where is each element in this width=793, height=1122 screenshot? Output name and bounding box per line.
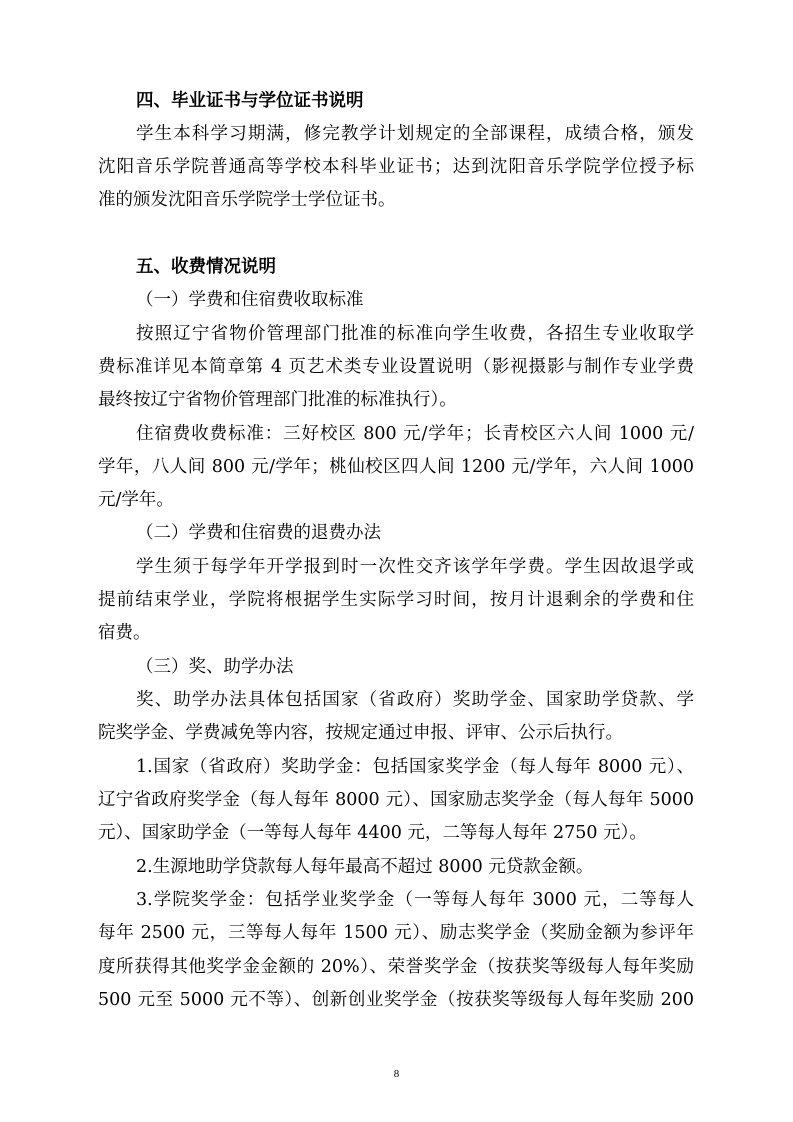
paragraph-line: 沈阳音乐学院普通高等学校本科毕业证书；达到沈阳音乐学院学位授予标: [98, 157, 694, 177]
list-item-line: 辽宁省政府奖学金（每人每年 8000 元）、国家励志奖学金（每人每年 5000: [98, 790, 694, 810]
paragraph-line: 学年，八人间 800 元/学年；桃仙校区四人间 1200 元/学年，六人间 1000: [98, 457, 694, 477]
paragraph-line: 学生本科学习期满，修完教学计划规定的全部课程，成绩合格，颁发: [136, 124, 694, 144]
paragraph-line: 最终按辽宁省物价管理部门批准的标准执行）。: [98, 390, 457, 410]
page-number: 8: [393, 1068, 400, 1080]
list-item-line: 3.学院奖学金：包括学业奖学金（一等每人每年 3000 元，二等每人: [136, 890, 694, 910]
list-item-line: 1.国家（省政府）奖助学金：包括国家奖学金（每人每年 8000 元）、: [136, 757, 694, 777]
section-heading-4: 四、毕业证书与学位证书说明: [136, 91, 364, 111]
paragraph-line: 费标准详见本简章第 4 页艺术类专业设置说明（影视摄影与制作专业学费: [98, 357, 694, 377]
paragraph-line: 院奖学金、学费减免等内容，按规定通过申报、评审、公示后执行。: [98, 723, 623, 743]
section-heading-5: 五、收费情况说明: [136, 257, 276, 277]
paragraph-line: 提前结束学业，学院将根据学生实际学习时间，按月计退剩余的学费和住: [98, 590, 694, 610]
paragraph-line: 住宿费收费标准：三好校区 800 元/学年；长青校区六人间 1000 元/: [136, 424, 694, 444]
paragraph-line: 宿费。: [98, 623, 151, 643]
list-item-line: 元）、国家助学金（一等每人每年 4400 元，二等每人每年 2750 元）。: [98, 823, 647, 843]
paragraph-line: 学生须于每学年开学报到时一次性交齐该学年学费。学生因故退学或: [136, 557, 694, 577]
list-item-line: 2.生源地助学贷款每人每年最高不超过 8000 元贷款金额。: [136, 857, 594, 877]
paragraph-line: 元/学年。: [98, 490, 174, 510]
subsection-title-3: （三）奖、助学办法: [136, 657, 294, 677]
paragraph-line: 按照辽宁省物价管理部门批准的标准向学生收费，各招生专业收取学: [136, 324, 694, 344]
paragraph-line: 准的颁发沈阳音乐学院学士学位证书。: [98, 190, 396, 210]
subsection-title-1: （一）学费和住宿费收取标准: [136, 290, 364, 310]
subsection-title-2: （二）学费和住宿费的退费办法: [136, 523, 381, 543]
list-item-line: 度所获得其他奖学金金额的 20%）、荣誉奖学金（按获奖等级每人每年奖励: [98, 957, 694, 977]
paragraph-line: 奖、助学办法具体包括国家（省政府）奖助学金、国家助学贷款、学: [136, 690, 694, 710]
list-item-line: 每年 2500 元，三等每人每年 1500 元）、励志奖学金（奖励金额为参评年: [98, 923, 694, 943]
list-item-line: 500 元至 5000 元不等）、创新创业奖学金（按获奖等级每人每年奖励 200: [98, 990, 694, 1010]
